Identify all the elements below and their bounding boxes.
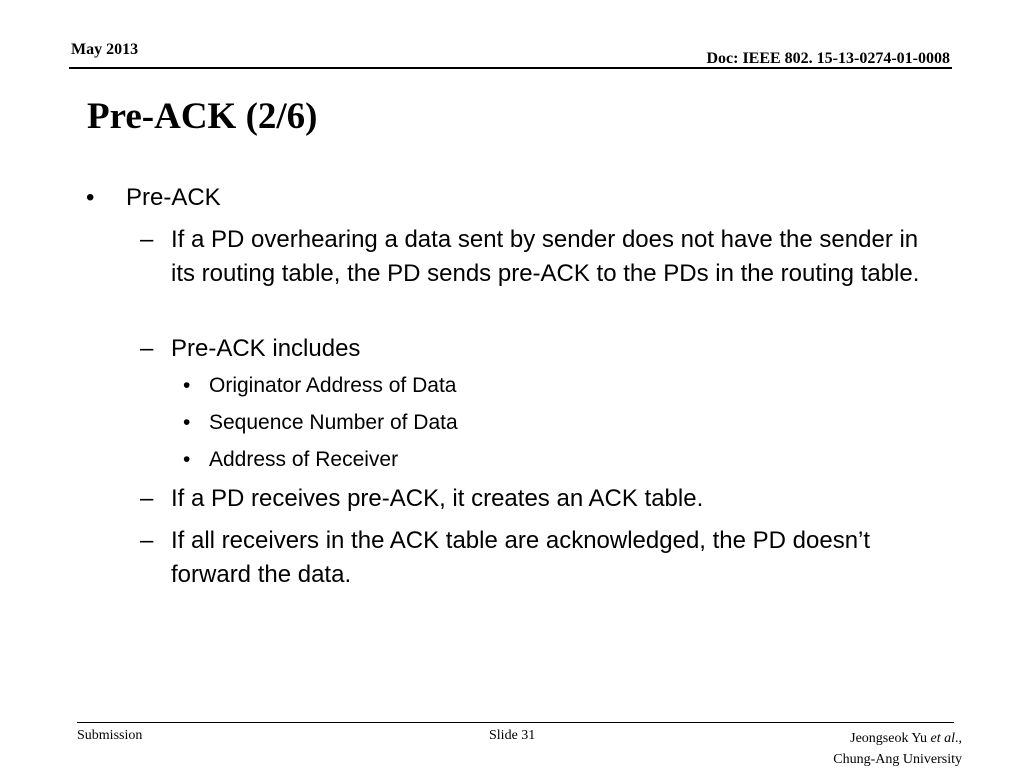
footer-submission: Submission xyxy=(77,728,143,743)
sub-bullet-overhearing xyxy=(140,223,940,291)
footer-author-block xyxy=(833,728,962,770)
sub-bullet-acknowledged xyxy=(140,524,940,592)
header-doc-id: Doc: IEEE 802. 15-13-0274-01-0008 xyxy=(706,50,950,67)
footer-affiliation: Chung-Ang University xyxy=(833,752,962,767)
footer-author xyxy=(833,728,962,749)
slide-title: Pre-ACK (2/6) xyxy=(87,96,318,137)
sub-bullet-text: If all receivers in the ACK table are acknowledged, the PD doesn’t forward the data. xyxy=(171,527,871,588)
sub-bullet-text: If a PD overhearing a data sent by sender does not have the sender in its routing table, the PD sends pre-ACK to the PDs in the routing table. xyxy=(171,226,920,287)
bullet-marker: • xyxy=(86,184,95,211)
footer-author-name: Jeongseok Yu xyxy=(850,731,931,746)
dash-marker: – xyxy=(140,527,154,554)
bullet-marker: • xyxy=(183,374,191,397)
header-date: May 2013 xyxy=(71,41,139,58)
sub-bullet-text: If a PD receives pre-ACK, it creates an ACK table. xyxy=(171,485,704,512)
sub-bullet-text: Pre-ACK includes xyxy=(171,335,361,362)
sub-bullet-ack-table xyxy=(140,482,940,516)
header-divider xyxy=(69,67,952,69)
bullet-marker: • xyxy=(183,411,191,434)
sub-bullet-includes xyxy=(140,332,940,366)
dash-marker: – xyxy=(140,485,154,512)
dash-marker: – xyxy=(140,335,154,362)
footer-divider xyxy=(77,722,954,723)
item-text: Originator Address of Data xyxy=(209,374,457,397)
footer-author-suffix: ., xyxy=(955,731,962,746)
bullet-text: Pre-ACK xyxy=(126,184,221,211)
item-text: Sequence Number of Data xyxy=(209,411,458,434)
footer-slide-number: Slide 31 xyxy=(489,728,536,743)
item-text: Address of Receiver xyxy=(209,448,399,471)
bullet-marker: • xyxy=(183,448,191,471)
footer-author-etal: et al xyxy=(930,731,955,746)
dash-marker: – xyxy=(140,226,154,253)
